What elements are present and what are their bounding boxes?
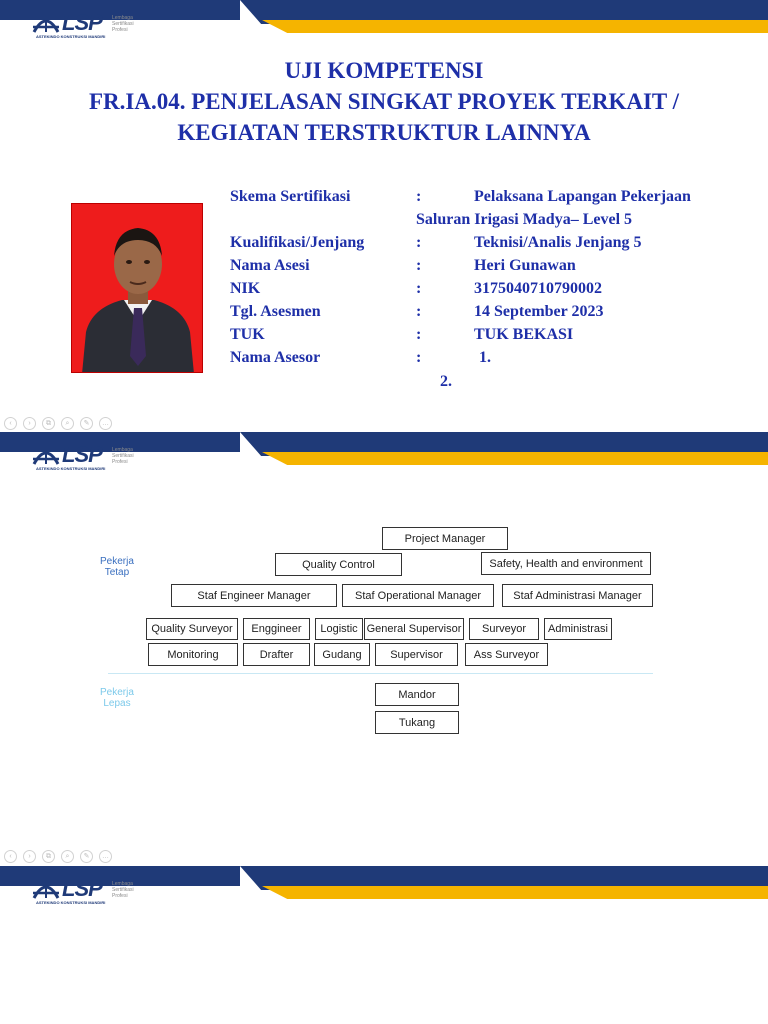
logo-sub-text: ASTEKINDO KONSTRUKSI MANDIRI bbox=[36, 900, 106, 905]
field-value: 2. bbox=[440, 373, 452, 390]
field-value: 14 September 2023 bbox=[474, 303, 604, 320]
field-colon: : bbox=[416, 326, 422, 343]
lsp-logo bbox=[32, 12, 142, 42]
slide-3 bbox=[0, 866, 768, 1024]
logo-small-text: Lembaga Sertifikasi Profesi bbox=[112, 447, 134, 465]
next-icon[interactable]: › bbox=[23, 417, 36, 430]
lsp-logo bbox=[32, 444, 142, 474]
box-quality-control: Quality Control bbox=[275, 553, 402, 576]
logo-small-text: Lembaga Sertifikasi Profesi bbox=[112, 881, 134, 899]
field-value: 1. bbox=[479, 349, 491, 366]
slide-1 bbox=[0, 0, 768, 410]
assessee-photo bbox=[71, 203, 203, 373]
title-line-1: UJI KOMPETENSI bbox=[284, 58, 484, 83]
box-drafter: Drafter bbox=[243, 643, 310, 666]
logo-text: LSP bbox=[62, 10, 102, 35]
box-tukang: Tukang bbox=[375, 711, 459, 734]
logo-sub-text: ASTEKINDO KONSTRUKSI MANDIRI bbox=[36, 34, 106, 39]
label-pekerja-tetap: Pekerja Tetap bbox=[100, 556, 134, 578]
field-label: Tgl. Asesmen bbox=[230, 303, 321, 320]
box-gudang: Gudang bbox=[314, 643, 370, 666]
field-value: Heri Gunawan bbox=[474, 257, 576, 274]
header-band-gold bbox=[262, 452, 768, 465]
box-logistic: Logistic bbox=[315, 618, 363, 640]
box-staf-operational: Staf Operational Manager bbox=[342, 584, 494, 607]
copy-icon[interactable]: ⧉ bbox=[42, 850, 55, 863]
box-project-manager: Project Manager bbox=[382, 527, 508, 550]
box-supervisor: Supervisor bbox=[375, 643, 458, 666]
lsp-logo bbox=[32, 878, 142, 908]
slide-2 bbox=[0, 432, 768, 842]
edit-icon[interactable]: ✎ bbox=[80, 417, 93, 430]
box-staf-engineer: Staf Engineer Manager bbox=[171, 584, 337, 607]
box-administrasi: Administrasi bbox=[544, 618, 612, 640]
slide-toolbar-2 bbox=[4, 850, 112, 863]
slide-toolbar-1 bbox=[4, 417, 112, 430]
logo-text: LSP bbox=[62, 876, 102, 901]
prev-icon[interactable]: ‹ bbox=[4, 417, 17, 430]
field-value: Pelaksana Lapangan Pekerjaan bbox=[474, 188, 691, 205]
field-value: Saluran Irigasi Madya– Level 5 bbox=[416, 211, 633, 228]
zoom-icon[interactable]: ⌕ bbox=[61, 850, 74, 863]
title-line-2: FR.IA.04. PENJELASAN SINGKAT PROYEK TERKAIT / bbox=[88, 89, 679, 114]
more-icon[interactable]: … bbox=[99, 417, 112, 430]
field-colon: : bbox=[416, 349, 422, 366]
field-colon: : bbox=[416, 257, 422, 274]
logo-text: LSP bbox=[62, 442, 102, 467]
box-quality-surveyor: Quality Surveyor bbox=[146, 618, 238, 640]
bridge-icon bbox=[32, 878, 60, 900]
field-label: TUK bbox=[230, 326, 265, 343]
box-safety-health: Safety, Health and environment bbox=[481, 552, 651, 575]
divider-line bbox=[108, 673, 653, 674]
field-colon: : bbox=[416, 234, 422, 251]
box-staf-administrasi: Staf Administrasi Manager bbox=[502, 584, 653, 607]
box-general-supervisor: General Supervisor bbox=[364, 618, 464, 640]
box-monitoring: Monitoring bbox=[148, 643, 238, 666]
field-label: Nama Asesi bbox=[230, 257, 310, 274]
zoom-icon[interactable]: ⌕ bbox=[61, 417, 74, 430]
field-label: Nama Asesor bbox=[230, 349, 321, 366]
edit-icon[interactable]: ✎ bbox=[80, 850, 93, 863]
header-band-gold bbox=[262, 886, 768, 899]
field-value: 3175040710790002 bbox=[474, 280, 602, 297]
next-icon[interactable]: › bbox=[23, 850, 36, 863]
box-mandor: Mandor bbox=[375, 683, 459, 706]
box-surveyor: Surveyor bbox=[469, 618, 539, 640]
header-band-gold bbox=[262, 20, 768, 33]
field-label: NIK bbox=[230, 280, 261, 297]
field-colon: : bbox=[416, 303, 422, 320]
field-label: Skema Sertifikasi bbox=[230, 188, 351, 205]
more-icon[interactable]: … bbox=[99, 850, 112, 863]
copy-icon[interactable]: ⧉ bbox=[42, 417, 55, 430]
field-value: Teknisi/Analis Jenjang 5 bbox=[474, 234, 642, 251]
logo-sub-text: ASTEKINDO KONSTRUKSI MANDIRI bbox=[36, 466, 106, 471]
box-ass-surveyor: Ass Surveyor bbox=[465, 643, 548, 666]
title-line-3: KEGIATAN TERSTRUKTUR LAINNYA bbox=[177, 120, 591, 145]
field-colon: : bbox=[416, 188, 422, 205]
logo-small-text: Lembaga Sertifikasi Profesi bbox=[112, 15, 134, 33]
field-colon: : bbox=[416, 280, 422, 297]
prev-icon[interactable]: ‹ bbox=[4, 850, 17, 863]
field-value: TUK BEKASI bbox=[474, 326, 574, 343]
bridge-icon bbox=[32, 12, 60, 34]
bridge-icon bbox=[32, 444, 60, 466]
label-pekerja-lepas: Pekerja Lepas bbox=[100, 687, 134, 709]
field-label: Kualifikasi/Jenjang bbox=[230, 234, 365, 251]
box-enggineer: Enggineer bbox=[243, 618, 310, 640]
